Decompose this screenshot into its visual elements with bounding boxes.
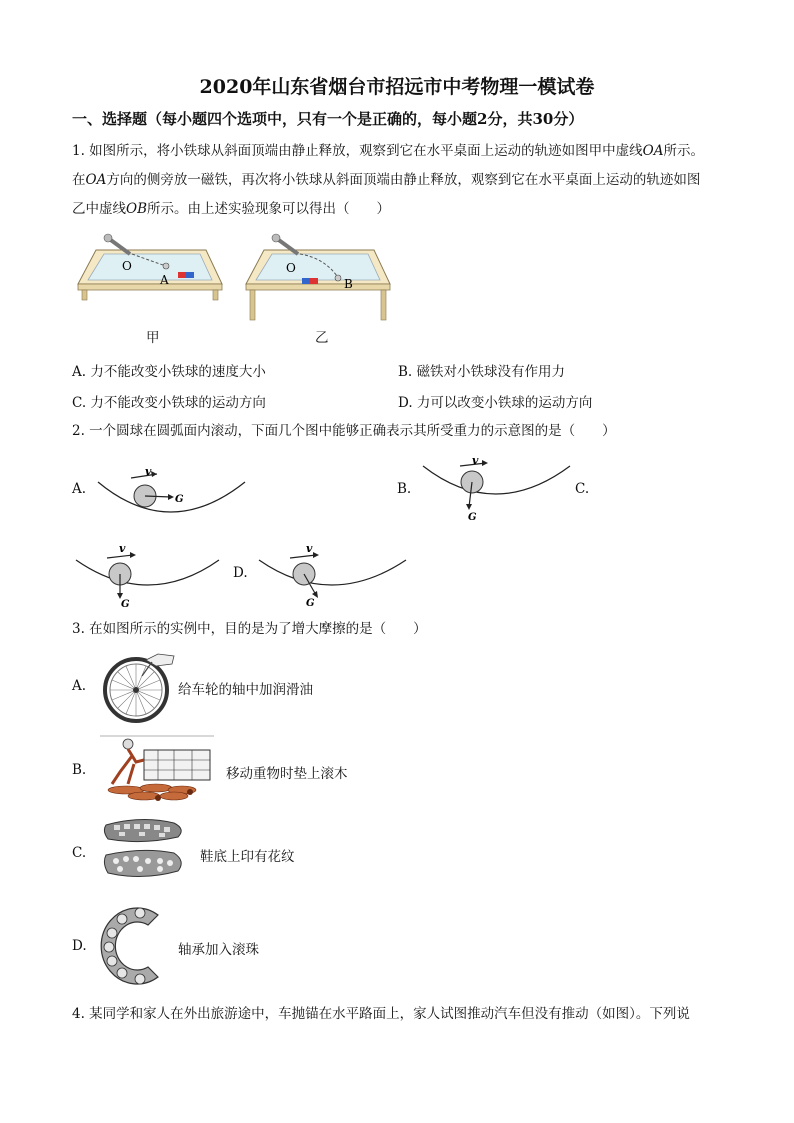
velocity-label: v xyxy=(472,454,479,467)
velocity-label: v xyxy=(119,542,126,555)
q1-option-b[interactable]: B. 磁铁对小铁球没有作用力 xyxy=(398,364,566,380)
q3-option-a-caption: 给车轮的轴中加润滑油 xyxy=(178,682,313,698)
q3-stem: 3. 在如图所示的实例中，目的是为了增大摩擦的是（ ） xyxy=(72,621,427,637)
label-b: B xyxy=(344,277,353,291)
q1-stem-line3: 乙中虚线OB所示。由上述实验现象可以得出（ ） xyxy=(72,201,390,217)
rolling-logs-icon xyxy=(98,732,216,802)
q1-figure-jia-caption: 甲 xyxy=(146,330,160,346)
gravity-label: G xyxy=(468,512,477,523)
q2-stem: 2. 一个圆球在圆弧面内滚动，下面几个图中能够正确表示其所受重力的示意图的是（ ） xyxy=(72,423,616,439)
q1-option-a[interactable]: A. 力不能改变小铁球的速度大小 xyxy=(72,364,266,380)
q2-option-b-label[interactable]: B. xyxy=(397,481,412,497)
q1-stem-line1: 1. 如图所示，将小铁球从斜面顶端由静止释放，观察到它在水平桌面上运动的轨迹如图甲中虚线OA所示。 xyxy=(72,143,704,159)
q1-option-d[interactable]: D. 力可以改变小铁球的运动方向 xyxy=(398,395,593,411)
q2-option-c-label[interactable]: C. xyxy=(575,481,590,497)
q2-option-d-label[interactable]: D. xyxy=(233,565,248,581)
q1-option-c[interactable]: C. 力不能改变小铁球的运动方向 xyxy=(72,395,266,411)
bicycle-wheel-icon xyxy=(100,652,178,724)
q3-option-d-caption: 轴承加入滚珠 xyxy=(178,942,259,958)
q2-figure-c xyxy=(73,540,223,610)
velocity-label: v xyxy=(306,542,313,555)
q3-option-c-label[interactable]: C. xyxy=(72,845,87,861)
q1-figure-jia xyxy=(74,232,224,302)
label-o: O xyxy=(286,261,296,275)
label-a: A xyxy=(160,273,169,287)
q3-option-b-caption: 移动重物时垫上滚木 xyxy=(226,766,348,782)
velocity-label: v xyxy=(145,465,152,478)
q2-figure-b xyxy=(420,452,575,524)
q3-option-b-label[interactable]: B. xyxy=(72,762,87,778)
q4-stem: 4. 某同学和家人在外出旅游途中，车抛锚在水平路面上，家人试图推动汽车但没有推动（如图）。下列说 xyxy=(72,1006,690,1022)
q3-option-c-caption: 鞋底上印有花纹 xyxy=(200,849,295,865)
q1-stem-line2: 在OA方向的侧旁放一磁铁，再次将小铁球从斜面顶端由静止释放，观察到它在水平桌面上运动的轨迹如图 xyxy=(72,172,701,188)
gravity-label: G xyxy=(306,598,315,609)
q2-figure-d xyxy=(256,540,411,610)
q2-option-a-label[interactable]: A. xyxy=(72,481,87,497)
page-title: 2020年山东省烟台市招远市中考物理一模试卷 xyxy=(199,76,595,98)
q3-option-d-label[interactable]: D. xyxy=(72,938,87,954)
label-o: O xyxy=(122,259,132,273)
q3-option-a-label[interactable]: A. xyxy=(72,678,87,694)
gravity-label: G xyxy=(121,599,130,610)
section-heading: 一、选择题（每小题四个选项中，只有一个是正确的，每小题2分，共30分） xyxy=(72,110,584,128)
shoe-sole-icon xyxy=(102,815,186,889)
gravity-label: G xyxy=(175,494,184,505)
ball-bearing-icon xyxy=(100,903,168,989)
q1-figure-yi xyxy=(242,232,392,322)
q2-figure-a xyxy=(95,462,250,522)
q1-figure-yi-caption: 乙 xyxy=(315,330,329,346)
